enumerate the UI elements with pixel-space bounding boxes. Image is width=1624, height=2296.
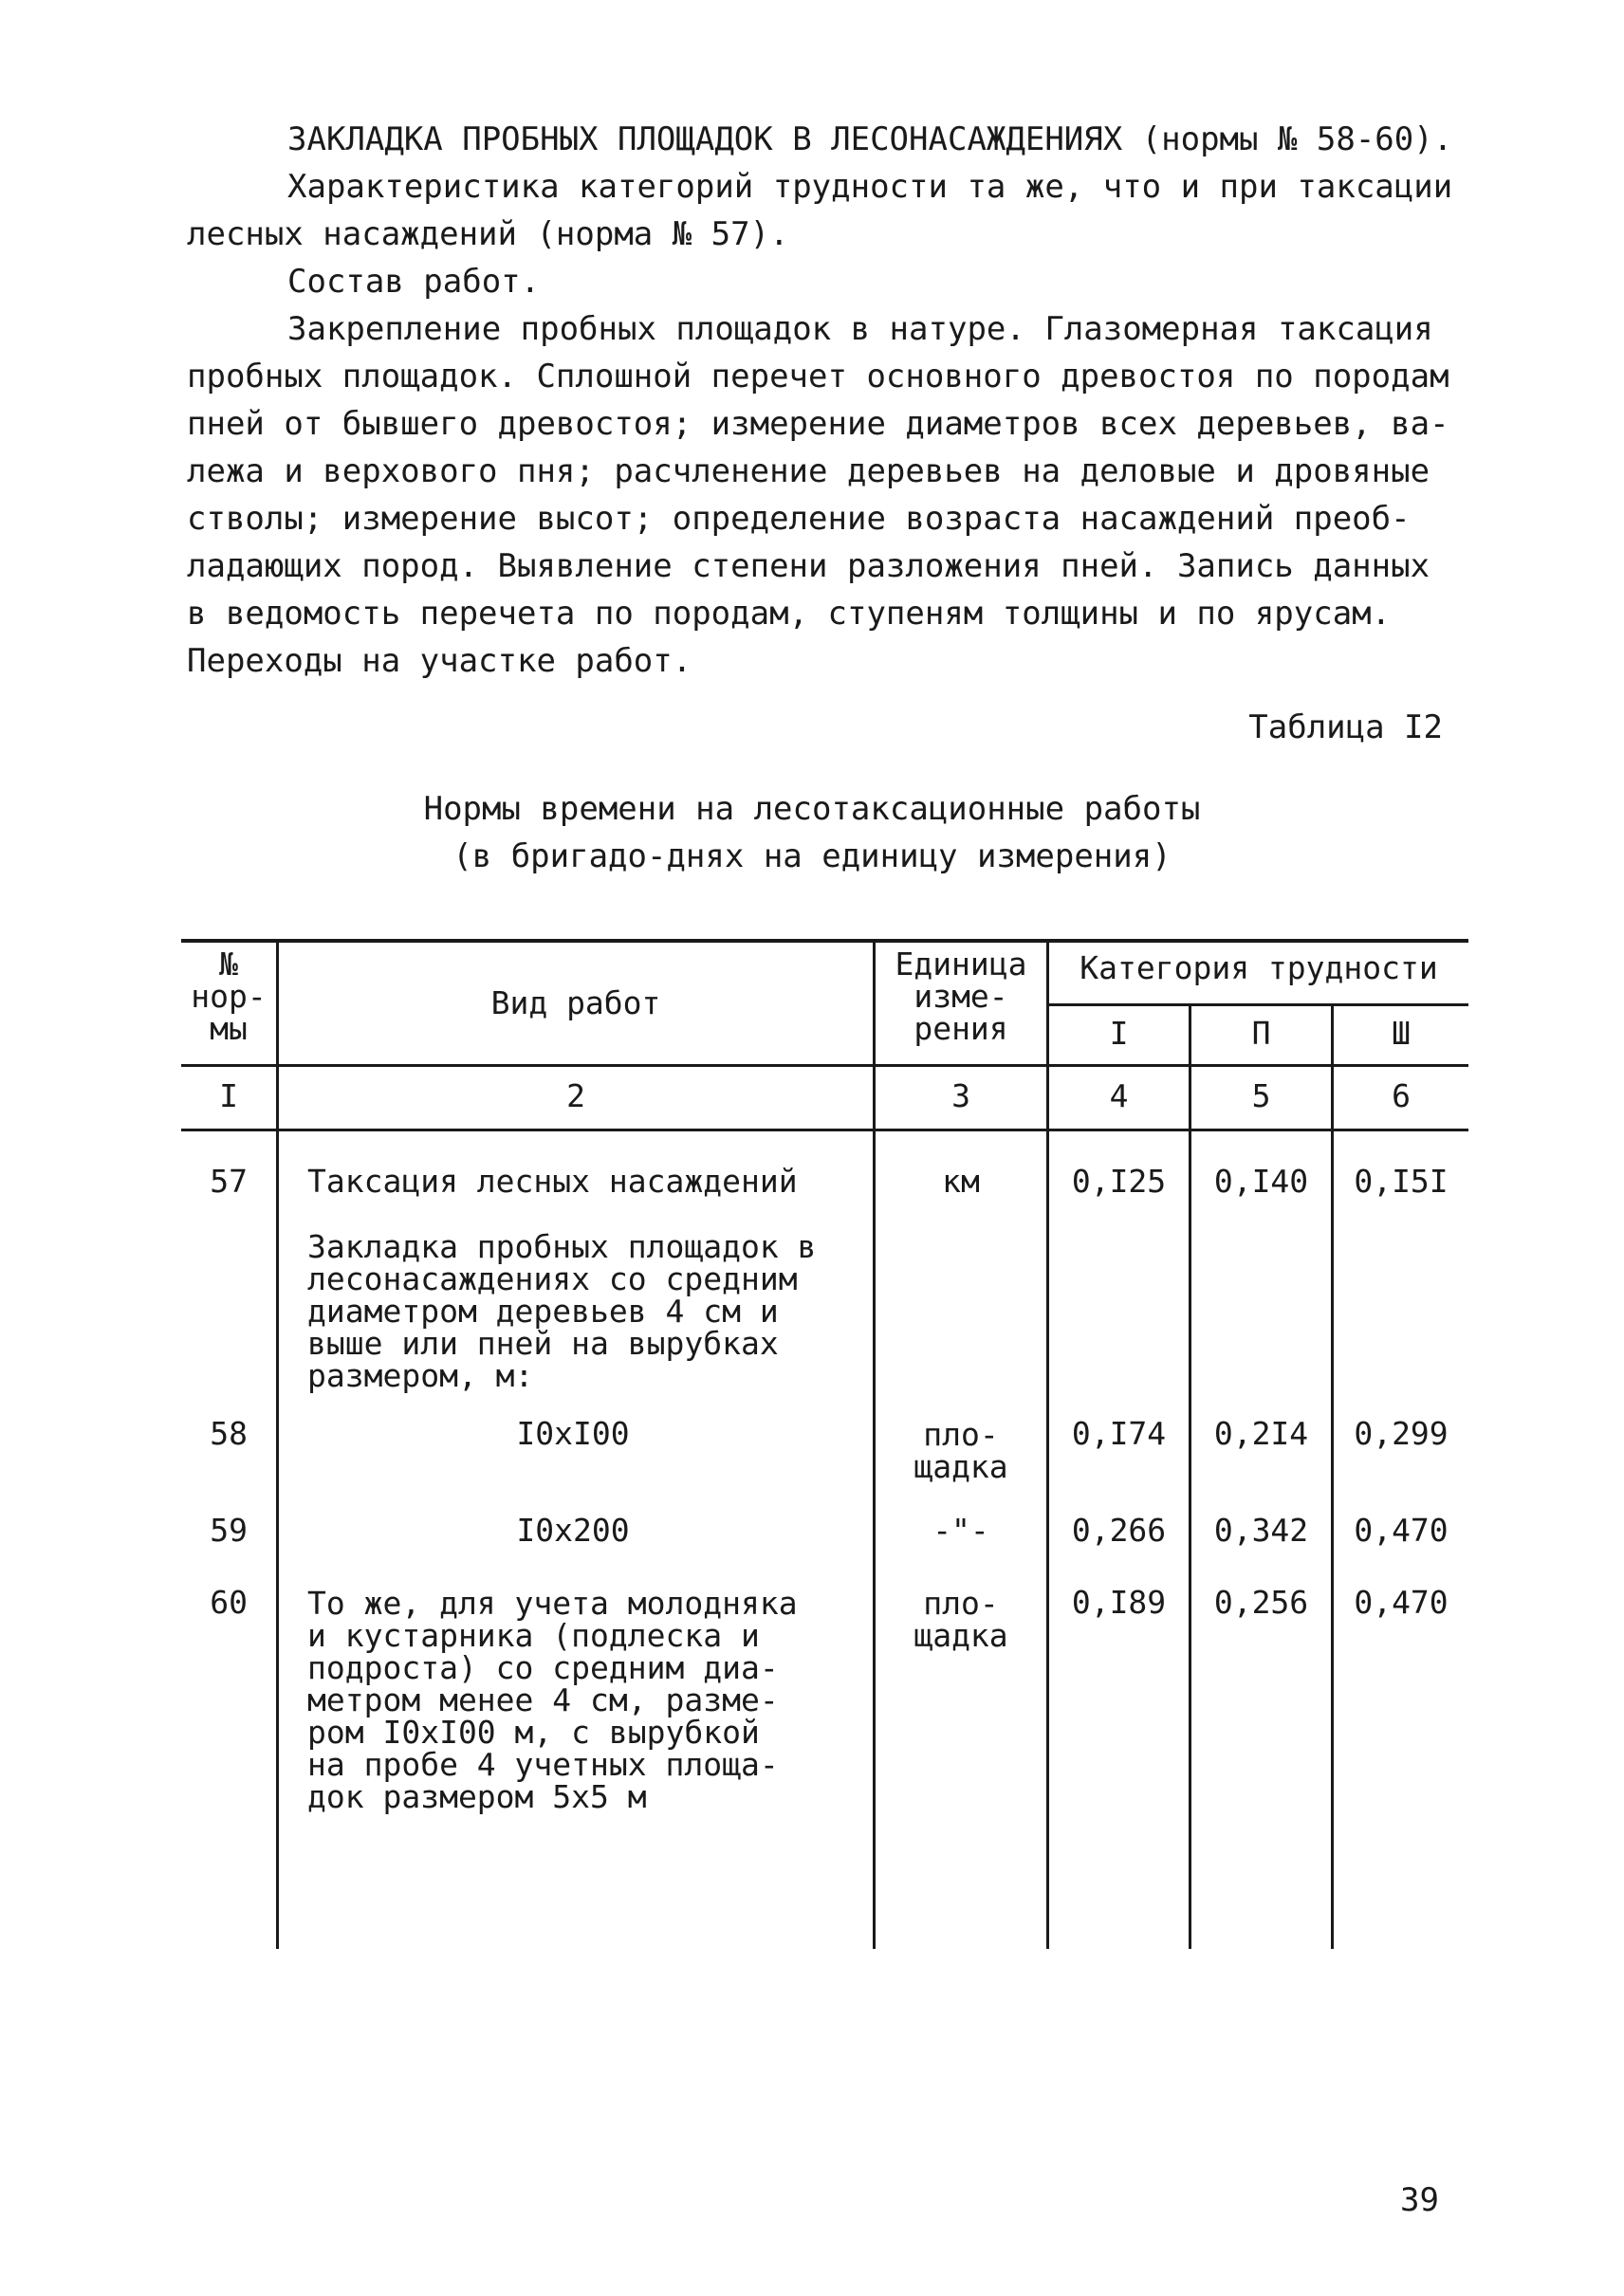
row-value-cat1: 0,I74 xyxy=(1071,1415,1167,1452)
row-number: 57 xyxy=(210,1163,248,1200)
header-unit: Единица изме- рения xyxy=(895,946,1027,1047)
header-norm-no: № нор- мы xyxy=(191,946,267,1047)
table-label: Таблица I2 xyxy=(1248,708,1443,746)
row-value-cat3: 0,470 xyxy=(1354,1512,1449,1549)
row-work: I0xI00 xyxy=(516,1415,630,1452)
row-unit: -"- xyxy=(932,1512,989,1549)
body-line: пробных площадок. Сплошной перечет основного древостоя по породам xyxy=(187,358,1449,395)
row-unit: км xyxy=(942,1163,980,1200)
row-number: 59 xyxy=(210,1512,248,1549)
col-number: 5 xyxy=(1251,1077,1271,1114)
body-line: лежа и верхового пня; расчленение деревьев на деловые и дровяные xyxy=(187,452,1430,490)
body-line: Закрепление пробных площадок в натуре. Глазомерная таксация xyxy=(287,310,1433,348)
col-number: 3 xyxy=(951,1077,970,1114)
row-value-cat1: 0,266 xyxy=(1071,1512,1167,1549)
col-number: 2 xyxy=(566,1077,585,1114)
row-value-cat2: 0,256 xyxy=(1213,1584,1309,1621)
page-number: 39 xyxy=(1400,2181,1439,2219)
header-category-1: I xyxy=(1109,1015,1129,1052)
intro-line: лесных насаждений (норма № 57). xyxy=(187,215,789,253)
row-value-cat1: 0,I89 xyxy=(1071,1584,1167,1621)
body-line: в ведомость перечета по породам, ступеням толщины и по ярусам. xyxy=(187,595,1392,633)
header-difficulty: Категория трудности xyxy=(1080,949,1438,986)
row-value-cat1: 0,I25 xyxy=(1071,1163,1167,1200)
header-work-type: Вид работ xyxy=(490,984,661,1021)
row-value-cat3: 0,I5I xyxy=(1354,1163,1449,1200)
col-number: 4 xyxy=(1109,1077,1129,1114)
row-work: То же, для учета молодняка и кустарника (подлеска и подроста) со средним диа- метром менее 4 см, разме- ром I0xI00 м, с вырубкой на пробе 4 учетных площа- док размером 5x5 м xyxy=(307,1585,798,1815)
row-number: 60 xyxy=(210,1584,248,1621)
row-work: Закладка пробных площадок в лесонасаждениях со средним диаметром деревьев 4 см и выше или пней на вырубках размером, м: xyxy=(307,1228,817,1394)
composition-heading: Состав работ. xyxy=(287,263,541,301)
header-category-3: Ш xyxy=(1392,1015,1411,1052)
row-value-cat2: 0,2I4 xyxy=(1213,1415,1309,1452)
row-number: 58 xyxy=(210,1415,248,1452)
row-value-cat3: 0,470 xyxy=(1354,1584,1449,1621)
body-line: Переходы на участке работ. xyxy=(187,642,692,680)
table-title: Нормы времени на лесотаксационные работы xyxy=(423,790,1201,828)
row-value-cat2: 0,342 xyxy=(1213,1512,1309,1549)
body-line: ладающих пород. Выявление степени разложения пней. Запись данных xyxy=(187,547,1430,585)
col-number: 6 xyxy=(1392,1077,1411,1114)
body-line: пней от бывшего древостоя; измерение диаметров всех деревьев, ва- xyxy=(187,405,1449,443)
table-subtitle: (в бригадо-днях на единицу измерения) xyxy=(452,837,1172,875)
row-value-cat3: 0,299 xyxy=(1354,1415,1449,1452)
body-line: стволы; измерение высот; определение возраста насаждений преоб- xyxy=(187,500,1411,538)
section-heading: ЗАКЛАДКА ПРОБНЫХ ПЛОЩАДОК В ЛЕСОНАСАЖДЕНИЯХ (нормы № 58-60). xyxy=(287,120,1453,158)
row-unit: пло- щадка xyxy=(914,1585,1008,1654)
header-category-2: П xyxy=(1251,1015,1271,1052)
row-unit: пло- щадка xyxy=(914,1416,1008,1485)
col-number: I xyxy=(219,1077,238,1114)
row-work: Таксация лесных насаждений xyxy=(307,1163,798,1200)
intro-line: Характеристика категорий трудности та же, что и при таксации xyxy=(287,168,1453,206)
row-value-cat2: 0,I40 xyxy=(1213,1163,1309,1200)
row-work: I0x200 xyxy=(516,1512,630,1549)
